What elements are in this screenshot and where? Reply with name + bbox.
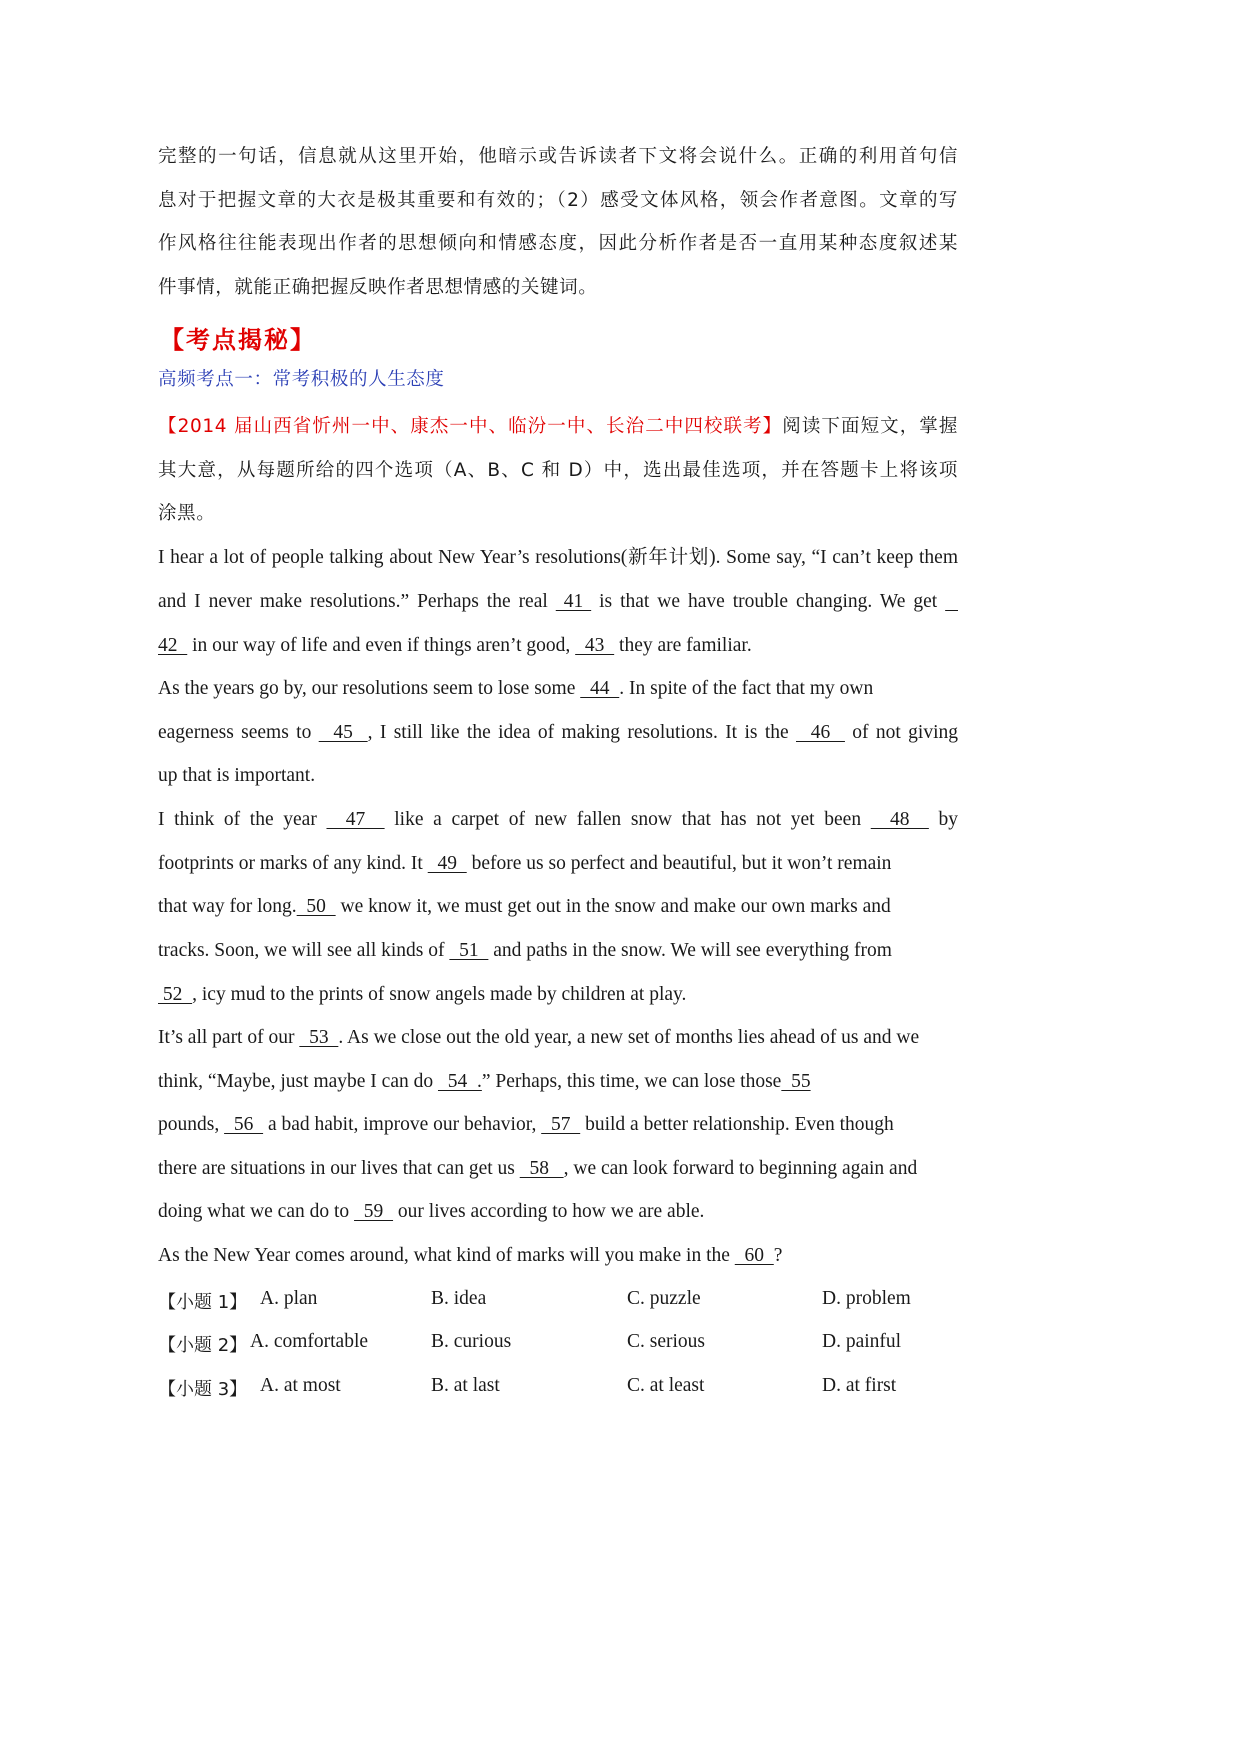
passage-text: ? [773,1245,783,1266]
passage-text: build a better relationship. Even though [580,1114,894,1135]
passage-text: we know it, we must get out in the snow and make our own marks and [335,896,891,917]
passage-text: like a carpet of new fallen snow that has not yet been [384,809,871,830]
blank-43: 43 [575,635,615,656]
question-label: 【小题 2】 [158,1335,248,1356]
blank-59: 59 [354,1201,394,1222]
passage-line-6: up that is important. [158,765,316,786]
intro-line-3: 作风格往往能表现出作者的思想倾向和情感态度，因此分析作者是否一直用某种态度叙述某 [158,233,958,254]
option-d: D. at first [822,1375,897,1396]
passage-text: that way for long. [158,896,297,917]
option-a: A. comfortable [250,1331,369,1352]
passage-text: a bad habit, improve our behavior, [263,1114,542,1135]
passage-text: As the years go by, our resolutions seem to lose some [158,678,581,699]
blank-49: 49 [427,853,467,874]
passage-line-13 [158,1070,958,1094]
intro-line-1: 完整的一句话，信息就从这里开始，他暗示或告诉读者下文将会说什么。正确的利用首句信 [158,146,958,167]
blank-54: 54 . [437,1071,482,1092]
passage-line-5 [158,721,958,745]
blank-47: 47 [326,809,385,830]
option-d: D. problem [822,1288,911,1309]
passage-line-14 [158,1113,958,1137]
passage-text: there are situations in our lives that can get us [158,1158,520,1179]
passage-text: in our way of life and even if things aren’t good, [187,635,576,656]
passage-text: It’s all part of our [158,1027,300,1048]
passage-text: , I still like the idea of making resolutions. It is the [367,722,796,743]
blank-48: 48 [870,809,929,830]
option-b: B. idea [431,1288,487,1309]
passage-line-16 [158,1200,958,1224]
option-c: C. serious [627,1331,705,1352]
passage-line-11 [158,983,958,1007]
blank-57: 57 [541,1114,581,1135]
blank-42: 42 [158,635,188,656]
option-a: A. at most [260,1375,341,1396]
passage-text: they are familiar. [614,635,752,656]
passage-line-4 [158,677,958,701]
intro-line-2: 息对于把握文章的大衣是极其重要和有效的；（2）感受文体风格，领会作者意图。文章的写 [158,190,958,211]
passage-text: pounds, [158,1114,225,1135]
option-c: C. at least [627,1375,705,1396]
passage-line-7 [158,808,958,832]
blank-46: 46 [796,722,845,743]
instruction-line-1 [158,415,958,439]
passage-text: As the New Year comes around, what kind of marks will you make in the [158,1245,735,1266]
passage-text: and I never make resolutions.” Perhaps the real [158,591,556,612]
option-c: C. puzzle [627,1288,701,1309]
section-subheading: 高频考点一：常考积极的人生态度 [158,369,445,390]
passage-text: footprints or marks of any kind. It [158,853,428,874]
passage-text: . In spite of the fact that my own [619,678,874,699]
instruction-text-1: 阅读下面短文，掌握 [782,416,958,437]
blank-50: 50 [296,896,336,917]
passage-text: and paths in the snow. We will see everything from [488,940,892,961]
blank-45: 45 [318,722,368,743]
passage-text: tracks. Soon, we will see all kinds of [158,940,450,961]
intro-line-4: 件事情，就能正确把握反映作者思想情感的关键词。 [158,277,598,298]
blank-42-start [945,591,958,612]
passage-line-17 [158,1244,958,1268]
passage-text: of not giving [844,722,959,743]
passage-text: . As we close out the old year, a new set of months lies ahead of us and we [338,1027,920,1048]
passage-text: ” Perhaps, this time, we can lose those [481,1071,782,1092]
instruction-line-3: 涂黑。 [158,503,216,524]
passage-line-12 [158,1026,958,1050]
option-b: B. at last [431,1375,500,1396]
passage-text: eagerness seems to [158,722,319,743]
option-a: A. plan [260,1288,318,1309]
instruction-line-2: 其大意，从每题所给的四个选项（A、B、C 和 D）中，选出最佳选项，并在答题卡上将该项 [158,460,958,481]
blank-44: 44 [580,678,620,699]
passage-text: think, “Maybe, just maybe I can do [158,1071,438,1092]
passage-line-8 [158,852,958,876]
passage-line-2 [158,590,958,614]
passage-text: I think of the year [158,809,327,830]
question-label: 【小题 3】 [158,1379,248,1400]
blank-56: 56 [224,1114,264,1135]
passage-text: , we can look forward to beginning again and [563,1158,918,1179]
question-label: 【小题 1】 [158,1292,248,1313]
question-row-1 [158,1288,958,1312]
section-heading: 【考点揭秘】 [160,326,316,354]
question-row-2 [158,1331,958,1355]
blank-41: 41 [555,591,592,612]
blank-53: 53 [299,1027,339,1048]
blank-58: 58 [519,1158,564,1179]
passage-line-9 [158,895,958,919]
passage-line-10 [158,939,958,963]
passage-text: our lives according to how we are able. [393,1201,705,1222]
exam-source: 【2014 届山西省忻州一中、康杰一中、临汾一中、长治二中四校联考】 [158,416,783,437]
blank-52: 52 [158,984,193,1005]
passage-text: doing what we can do to [158,1201,355,1222]
option-b: B. curious [431,1331,512,1352]
blank-51: 51 [449,940,489,961]
passage-text: by [928,809,959,830]
blank-60: 60 [734,1245,774,1266]
blank-55: 55 [781,1071,811,1092]
passage-line-3 [158,634,958,658]
passage-line-15 [158,1157,958,1181]
passage-text: before us so perfect and beautiful, but it won’t remain [466,853,892,874]
option-d: D. painful [822,1331,902,1352]
passage-text: is that we have trouble changing. We get [591,591,946,612]
question-row-3 [158,1375,958,1399]
passage-line-1: I hear a lot of people talking about New Year’s resolutions(新年计划). Some say, “I can’t keep them [158,547,958,568]
passage-text: , icy mud to the prints of snow angels made by children at play. [192,984,687,1005]
